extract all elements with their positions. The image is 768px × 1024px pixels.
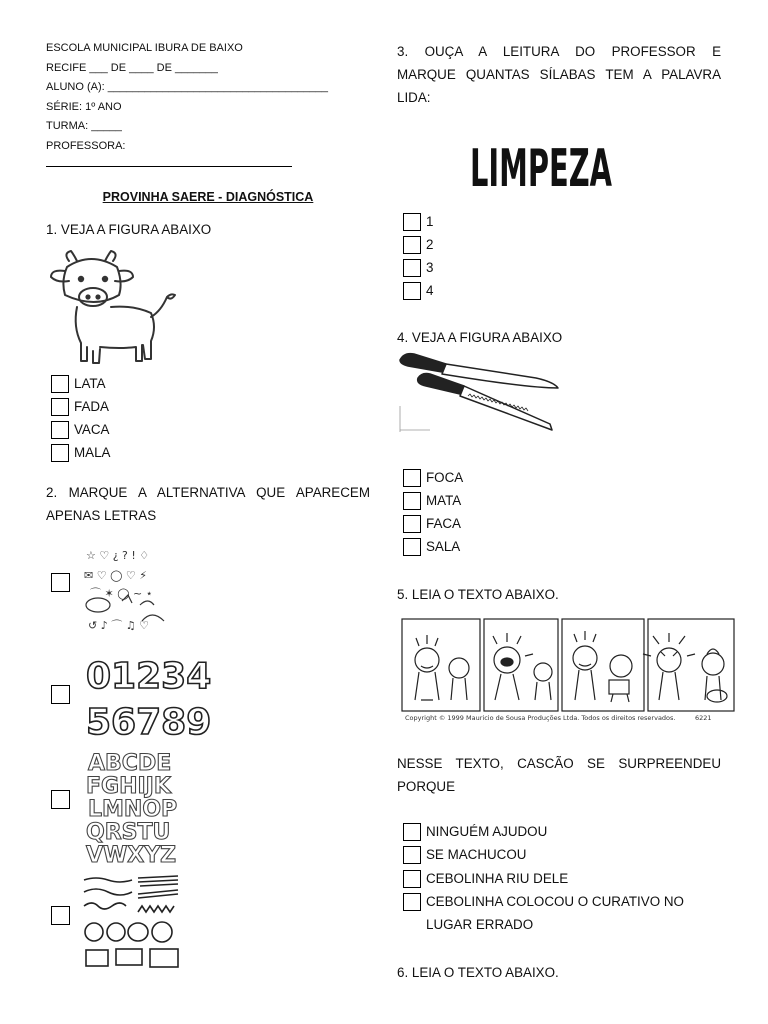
q2-prompt <box>46 481 370 527</box>
svg-text:✉ ♡ ◯ ♡ ⚡: ✉ ♡ ◯ ♡ ⚡ <box>84 569 147 582</box>
knives-illustration <box>398 350 562 432</box>
checkbox[interactable] <box>403 893 421 911</box>
cow-illustration <box>47 247 177 369</box>
option-label: MALA <box>74 445 111 460</box>
grade-line: SÉRIE: 1º ANO <box>46 100 122 113</box>
q2-checkbox-symbols[interactable] <box>51 573 70 592</box>
q6-prompt: 6. LEIA O TEXTO ABAIXO. <box>397 965 559 980</box>
student-line: ALUNO (A): ____________________________________ <box>46 81 328 93</box>
option-label: MATA <box>426 493 462 508</box>
option-label: 2 <box>426 237 434 252</box>
checkbox[interactable] <box>403 469 421 487</box>
q3-prompt-line2: MARQUE QUANTAS SÍLABAS TEM A PALAVRA <box>397 67 721 82</box>
teacher-line: PROFESSORA: <box>46 139 126 152</box>
option-label: CEBOLINHA COLOCOU O CURATIVO NO <box>426 894 684 909</box>
q5-question <box>397 752 721 798</box>
svg-text:↺ ♪ ⌒ ♫ ♡: ↺ ♪ ⌒ ♫ ♡ <box>88 619 149 632</box>
class-line: TURMA: _____ <box>46 120 122 132</box>
option-label: NINGUÉM AJUDOU <box>426 824 548 839</box>
comic-code: 6221 <box>695 714 712 722</box>
option-label: SE MACHUCOU <box>426 847 527 862</box>
checkbox[interactable] <box>403 492 421 510</box>
option-label: FADA <box>74 399 109 414</box>
option-label: VACA <box>74 422 110 437</box>
checkbox[interactable] <box>403 259 421 277</box>
checkbox[interactable] <box>403 846 421 864</box>
numbers-row-1: 01234 <box>86 656 212 697</box>
q2-checkbox-letters[interactable] <box>51 790 70 809</box>
letters-row-4: QRSTU <box>86 820 171 845</box>
checkbox[interactable] <box>403 515 421 533</box>
limpeza-text: LIMPEZA <box>470 139 612 199</box>
letters-image <box>84 748 192 866</box>
q2-prompt-line1: 2. MARQUE A ALTERNATIVA QUE APARECEM <box>46 485 370 500</box>
q3-prompt-line3: LIDA: <box>397 90 431 105</box>
q2-prompt-line2: APENAS LETRAS <box>46 508 157 523</box>
page-title: PROVINHA SAERE - DIAGNÓSTICA <box>102 190 314 204</box>
teacher-underline <box>46 166 292 167</box>
svg-text:⌒ ✶ ◯ ~ ⋆: ⌒ ✶ ◯ ~ ⋆ <box>90 587 153 600</box>
numbers-image <box>84 650 212 743</box>
option-label: LATA <box>74 376 106 391</box>
svg-text:☆ ♡ ¿ ? ! ♢: ☆ ♡ ¿ ? ! ♢ <box>86 549 150 562</box>
q5-question-line2: PORQUE <box>397 779 456 794</box>
checkbox[interactable] <box>403 870 421 888</box>
letters-row-1: ABCDE <box>88 751 172 776</box>
checkbox[interactable] <box>403 823 421 841</box>
letters-row-2: FGHIJK <box>86 774 171 799</box>
checkbox[interactable] <box>51 444 69 462</box>
comic-strip <box>401 616 737 724</box>
school-name: ESCOLA MUNICIPAL IBURA DE BAIXO <box>46 42 243 54</box>
comic-copyright: Copyright © 1999 Mauricio de Sousa Produções Ltda. Todos os direitos reservados. <box>405 714 676 722</box>
school-header <box>46 39 376 156</box>
q5-prompt: 5. LEIA O TEXTO ABAIXO. <box>397 587 559 602</box>
q5-option-4-line2: LUGAR ERRADO <box>426 917 534 932</box>
checkbox[interactable] <box>51 398 69 416</box>
option-label: 4 <box>426 283 434 298</box>
checkbox[interactable] <box>403 538 421 556</box>
option-label: 1 <box>426 214 434 229</box>
checkbox[interactable] <box>51 421 69 439</box>
word-limpeza <box>468 132 614 199</box>
q2-checkbox-numbers[interactable] <box>51 685 70 704</box>
date-line: RECIFE ___ DE ____ DE _______ <box>46 61 218 74</box>
letters-row-3: LMNOP <box>88 797 178 822</box>
symbols-doodles-image <box>82 545 184 639</box>
numbers-row-2: 56789 <box>86 702 212 743</box>
q5-question-line1: NESSE TEXTO, CASCÃO SE SURPREENDEU <box>397 756 721 771</box>
lines-shapes-image <box>80 872 184 972</box>
q2-checkbox-lines[interactable] <box>51 906 70 925</box>
q3-prompt <box>397 40 721 109</box>
checkbox[interactable] <box>403 236 421 254</box>
option-label: FACA <box>426 516 461 531</box>
checkbox[interactable] <box>51 375 69 393</box>
q1-prompt: 1. VEJA A FIGURA ABAIXO <box>46 222 212 237</box>
q4-prompt: 4. VEJA A FIGURA ABAIXO <box>397 330 563 345</box>
q3-prompt-line1: 3. OUÇA A LEITURA DO PROFESSOR E <box>397 44 721 59</box>
letters-row-5: VWXYZ <box>86 843 177 868</box>
checkbox[interactable] <box>403 213 421 231</box>
checkbox[interactable] <box>403 282 421 300</box>
option-label: FOCA <box>426 470 464 485</box>
option-label: SALA <box>426 539 461 554</box>
option-label: CEBOLINHA RIU DELE <box>426 871 569 886</box>
option-label: 3 <box>426 260 434 275</box>
